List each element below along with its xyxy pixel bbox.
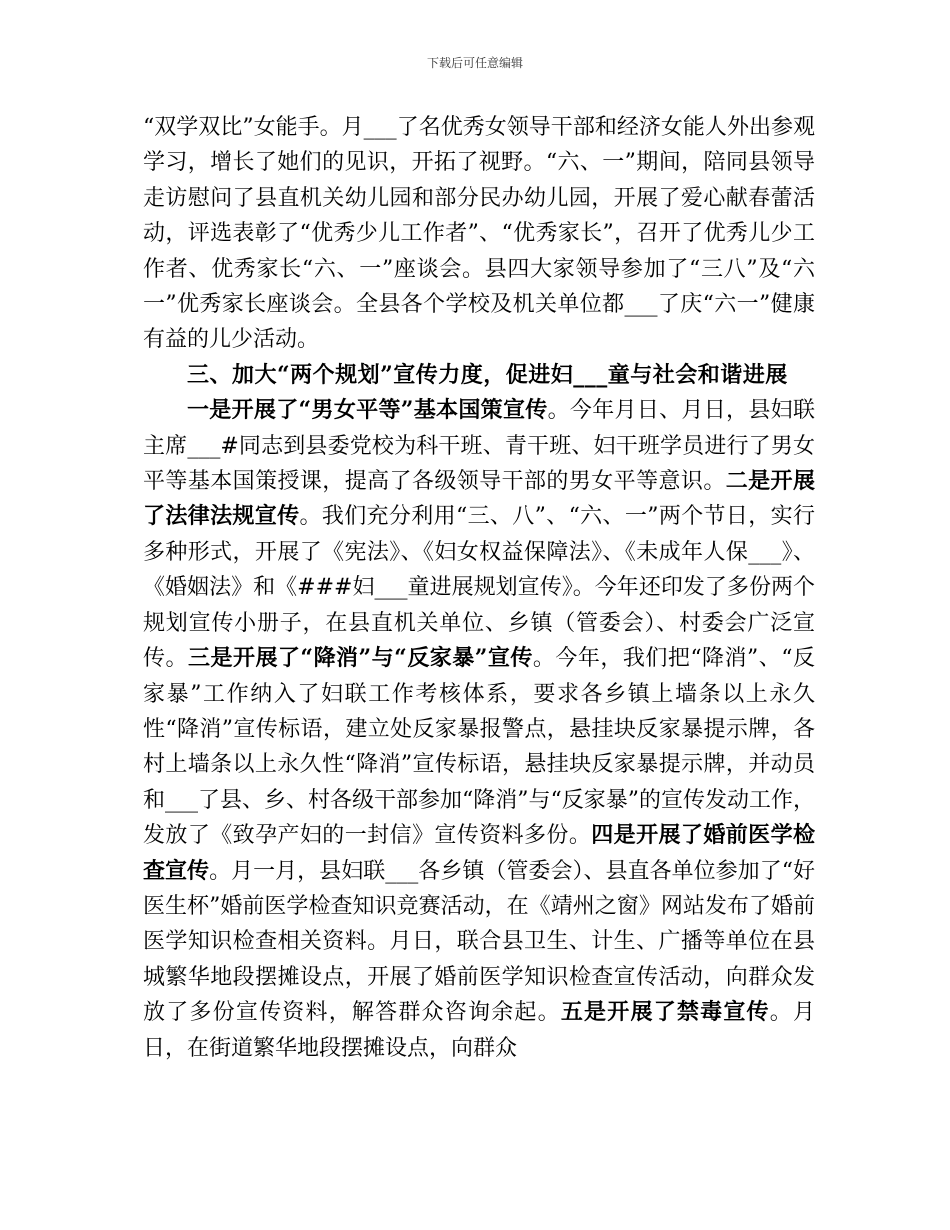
- item-5-text: 。月日，在街道繁华地段摆摊设点，向群众: [143, 1000, 815, 1061]
- item-2-title: 二是开展了法律法规宣传: [143, 468, 815, 530]
- section-heading: [143, 358, 815, 393]
- document-body: [143, 110, 815, 1066]
- paragraph-1: [143, 110, 815, 358]
- paragraph-3: [143, 393, 815, 1066]
- item-1-title: 一是开展了“男女平等”基本国策宣传: [187, 397, 548, 424]
- page-header: 下载后可任意编辑: [426, 56, 523, 70]
- item-3-title: 三是开展了“降消”与“反家暴”宣传: [187, 645, 533, 672]
- item-4-text: 。月一月，县妇联___各乡镇（管委会）、县直各单位参加了“好医生杯”婚前医学检查知识竞赛活动，在《靖州之窗》网站发布了婚前医学知识检查相关资料。月日，联合县卫生、计生、广播等单位在县城繁华地段摆摊设点，开展了婚前医学知识检查宣传活动，向群众发放了多份宣传资料，解答群众咨询余起。: [143, 858, 815, 1026]
- item-3-text: 。今年，我们把“降消”、“反家暴”工作纳入了妇联工作考核体系，要求各乡镇上墙条以上永久性“降消”宣传标语，建立处反家暴报警点，悬挂块反家暴提示牌，各村上墙条以上永久性“降消”宣传标语，悬挂块反家暴提示牌，并动员和___了县、乡、村各级干部参加“降消”与“反家暴”的宣传发动工作，发放了《致孕产妇的一封信》宣传资料多份。: [143, 646, 815, 849]
- item-5-title: 五是开展了禁毒宣传: [560, 999, 770, 1026]
- paragraph-text: “双学双比”女能手。月___了名优秀女领导干部和经济女能人外出参观学习，增长了她们的见识，开拓了视野。“六、一”期间，陪同县领导走访慰问了县直机关幼儿园和部分民办幼儿园，开展了爱心献春蕾活动，评选表彰了“优秀少儿工作者”、“优秀家长”，召开了优秀儿少工作者、优秀家长“六、一”座谈会。县四大家领导参加了“三八”及“六一”优秀家长座谈会。全县各个学校及机关单位都___了庆“六一”健康有益的儿少活动。: [143, 115, 815, 353]
- section-heading-text: 三、加大“两个规划”宣传力度，促进妇___童与社会和谐进展: [187, 361, 788, 388]
- item-4-title: 四是开展了婚前医学检查宣传: [143, 822, 815, 884]
- item-2-text: 。我们充分利用“三、八”、“六、一”两个节日，实行多种形式，开展了《宪法》、《妇女权益保障法》、《未成年人保___》、《婚姻法》和《###妇___童进展规划宣传》。今年还印发了多份两个规划宣传小册子，在县直机关单位、乡镇（管委会）、村委会广泛宣传。: [143, 504, 815, 672]
- item-1-text: 。今年月日、月日，县妇联主席___#同志到县委党校为科干班、青干班、妇干班学员进行了男女平等基本国策授课，提高了各级领导干部的男女平等意识。: [143, 398, 815, 495]
